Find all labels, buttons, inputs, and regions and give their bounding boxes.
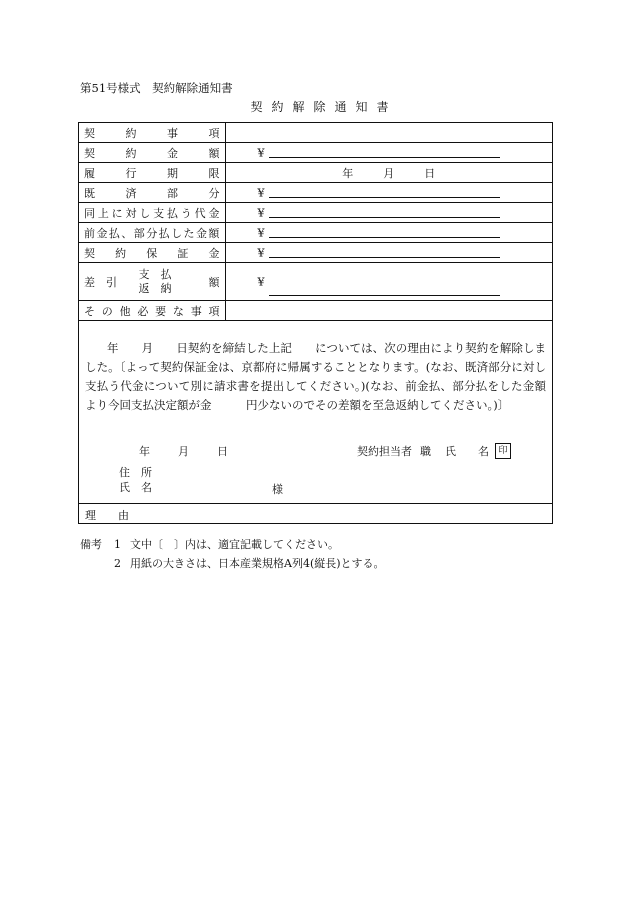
label-char: 対 — [125, 206, 137, 220]
row-value — [225, 263, 552, 301]
label-char: 必 — [137, 304, 149, 318]
deadline-date: 年 月 日 — [342, 166, 436, 180]
label-char: 履 — [84, 166, 95, 180]
row-value — [225, 123, 552, 143]
label-char: 約 — [125, 146, 137, 160]
label-char: 支 — [153, 206, 165, 220]
yen-mark: ¥ — [257, 186, 265, 199]
row-label — [79, 183, 225, 203]
label-char: 分 — [208, 186, 220, 200]
row-label-text — [84, 303, 220, 319]
label-char: 金 — [208, 206, 220, 220]
remark-item: 備考 1 文中〔 〕内は、適宜記載してください。 — [80, 535, 385, 554]
row-label — [79, 203, 225, 223]
remark-item: 2 用紙の大きさは、日本産業規格A列4(縦長)とする。 — [114, 557, 385, 570]
signature-row — [79, 443, 552, 463]
label-char: 同 — [84, 206, 95, 220]
label-char: 部 — [167, 186, 178, 200]
label-char: 代 — [194, 206, 206, 220]
notice-form — [78, 122, 553, 524]
label-char: た — [183, 226, 195, 240]
label-char: 契 — [84, 126, 95, 140]
label-char: 事 — [167, 126, 178, 140]
row-label-text — [84, 125, 220, 141]
contract-info-table — [79, 123, 552, 321]
row-label-text — [84, 205, 220, 221]
table-row — [79, 163, 552, 183]
yen-mark: ¥ — [257, 206, 265, 219]
row-label — [79, 263, 225, 301]
label-char: 金 — [96, 226, 108, 240]
combo-label-b: 支 払 返 納 — [138, 267, 172, 295]
label-char: 期 — [167, 166, 178, 180]
honorific: 様 — [272, 483, 283, 496]
notice-body-text: 年 月 日契約を締結した上記 については、次の理由により契約を解除しました。〔よって契約保証金は、京都府に帰属することとなります。(なお、既済部分に対し支払う代金について別に請求書を提出してください。)(なお、前金払、部分払をした金額より今回支払決定額が金 円少ないのでその差額を至急返納してください。)〕 — [85, 341, 546, 412]
recipient-name-label: 氏 名 — [119, 481, 152, 494]
label-char: そ — [84, 304, 95, 318]
label-char: 既 — [84, 186, 95, 200]
label-char: 部 — [133, 226, 145, 240]
address-label: 住 所 — [119, 466, 152, 479]
signer-role: 契約担当者 — [357, 445, 412, 458]
table-row — [79, 263, 552, 301]
table-row — [79, 203, 552, 223]
yen-mark: ¥ — [257, 226, 265, 239]
label-char: 保 — [146, 246, 158, 260]
row-value — [225, 163, 552, 183]
reason-label: 理 由 — [85, 509, 129, 522]
label-char: 金 — [167, 146, 178, 160]
row-label — [79, 123, 225, 143]
label-char: 項 — [208, 304, 220, 318]
label-char: 分 — [146, 226, 158, 240]
signer-block — [357, 443, 511, 459]
row-label — [79, 223, 225, 243]
remarks — [80, 535, 385, 573]
row-value — [225, 203, 552, 223]
row-label-text — [84, 145, 220, 161]
label-char: 払 — [108, 226, 120, 240]
row-label — [79, 163, 225, 183]
signer-position: 職 — [420, 445, 431, 458]
label-char: 契 — [84, 246, 95, 260]
label-char: 額 — [208, 226, 220, 240]
label-char: 要 — [155, 304, 167, 318]
yen-mark: ¥ — [257, 275, 265, 288]
row-value — [225, 243, 552, 263]
label-char: 約 — [125, 126, 137, 140]
label-char: 金 — [208, 246, 220, 260]
label-char: 約 — [115, 246, 127, 260]
row-label — [79, 143, 225, 163]
row-label-text — [84, 185, 220, 201]
yen-mark: ¥ — [257, 246, 265, 259]
document-title: 契約解除通知書 — [250, 100, 398, 114]
signer-name-label: 氏 名 — [445, 445, 489, 458]
yen-mark: ¥ — [257, 146, 265, 159]
label-char: し — [139, 206, 151, 220]
form-number-label: 第51号様式 契約解除通知書 — [80, 81, 233, 95]
label-char: う — [180, 206, 192, 220]
table-row — [79, 143, 552, 163]
table-row — [79, 301, 552, 321]
label-char: 証 — [177, 246, 189, 260]
label-char: し — [171, 226, 183, 240]
row-value — [225, 223, 552, 243]
row-value — [225, 183, 552, 203]
row-label-text — [84, 225, 220, 241]
combo-label-a: 差 引 — [84, 275, 117, 289]
label-char: に — [111, 206, 123, 220]
label-char: 項 — [208, 126, 220, 140]
label-char: 、 — [121, 226, 133, 240]
row-label-text — [84, 245, 220, 261]
combo-label-c: 額 — [208, 275, 220, 289]
label-char: 契 — [84, 146, 95, 160]
label-char: の — [101, 304, 113, 318]
row-value — [225, 143, 552, 163]
recipient-block — [119, 465, 152, 495]
table-row — [79, 223, 552, 243]
row-label-text — [84, 165, 220, 181]
row-label — [79, 243, 225, 263]
label-char: 他 — [119, 304, 131, 318]
label-char: 金 — [195, 226, 207, 240]
reason-row — [79, 503, 552, 524]
label-char: 行 — [125, 166, 137, 180]
table-row — [79, 123, 552, 143]
table-row — [79, 183, 552, 203]
label-char: 前 — [84, 226, 95, 240]
row-label — [79, 301, 225, 321]
row-value — [225, 301, 552, 321]
label-char: 額 — [208, 146, 220, 160]
label-char: 済 — [125, 186, 137, 200]
seal-mark: 印 — [495, 443, 511, 459]
label-char: な — [172, 304, 184, 318]
label-char: 払 — [158, 226, 170, 240]
label-char: 限 — [208, 166, 220, 180]
label-char: 上 — [97, 206, 109, 220]
remarks-heading: 備考 — [80, 538, 102, 551]
table-row — [79, 243, 552, 263]
label-char: 払 — [166, 206, 178, 220]
label-char: 事 — [190, 304, 202, 318]
notice-date: 年 月 日 — [139, 445, 228, 458]
